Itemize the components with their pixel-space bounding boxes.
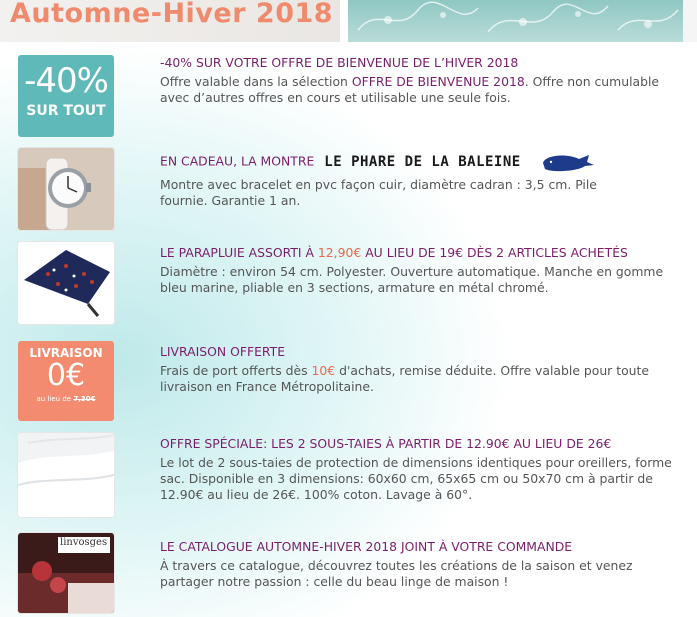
discount-badge-value: -40% [24, 61, 108, 101]
offer-heading: OFFRE SPÉCIALE: LES 2 SOUS-TAIES À PARTIR DE 12.90€ AU LIEU DE 26€ [160, 436, 612, 451]
offer-heading: LIVRAISON OFFERTE [160, 344, 286, 359]
offer-description [160, 74, 690, 106]
page-title: Automne-Hiver 2018 [10, 0, 334, 29]
offer-description: Montre avec bracelet en pvc façon cuir, diamètre cadran : 3,5 cm. Pile fournie. Garantie 1 an. [160, 177, 597, 208]
offer-content [160, 436, 690, 503]
discount-badge-label: SUR TOUT [26, 103, 106, 119]
desc-text: . Offre non cumulable avec d’autres offres en cours et utilisable une seule fois. [160, 74, 660, 105]
offer-content [160, 151, 690, 209]
offer-heading: LE CATALOGUE AUTOMNE-HIVER 2018 JOINT À VOTRE COMMANDE [160, 539, 573, 554]
offer-content [160, 245, 690, 296]
delivery-badge-value: 0€ [46, 358, 86, 393]
offer-description: Diamètre : environ 54 cm. Polyester. Ouverture automatique. Manche en gomme bleu marine, pliable en 3 sections, armature en métal chromé. [160, 264, 664, 295]
offer-content [160, 344, 690, 395]
offer-heading [160, 245, 690, 260]
desc-highlight: OFFRE DE BIENVENUE 2018 [351, 74, 525, 89]
offer-description: À travers ce catalogue, découvrez toutes les créations de la saison et venez partager notre passion : celle du beau linge de maison ! [160, 558, 633, 589]
heading-price: 12,90€ [317, 245, 362, 260]
fabric-pattern [348, 0, 697, 42]
discount-badge [18, 55, 114, 137]
oldprice-value: 7,30€ [73, 395, 96, 403]
delivery-badge [18, 341, 114, 421]
pillowcase-image [18, 433, 114, 517]
header-fabric-image [342, 0, 697, 42]
whale-icon [539, 151, 597, 173]
delivery-badge-oldprice [18, 395, 114, 403]
watch-icon [18, 148, 114, 230]
brand-logo: LE PHARE DE LA BALEINE [324, 154, 521, 170]
header-banner [0, 0, 697, 46]
offer-heading: -40% SUR VOTRE OFFRE DE BIENVENUE DE L’HIVER 2018 [160, 55, 519, 70]
oldprice-prefix: au lieu de [36, 395, 74, 403]
heading-text: EN CADEAU, LA MONTRE [160, 153, 315, 169]
umbrella-icon [18, 242, 114, 324]
offer-heading [160, 151, 690, 173]
catalog-image [18, 533, 114, 613]
offer-description: Le lot de 2 sous-taies de protection de dimensions identiques pour oreillers, forme sac. Disponible en 3 dimensions: 60x60 cm, 65x65 cm ou 50x70 cm à partir de 12.90€ au lieu de 26€. 100% coton. Lavage à 60°. [160, 455, 672, 502]
desc-text: Frais de port offerts dès [160, 363, 312, 378]
heading-text: AU LIEU DE 19€ DÈS 2 ARTICLES ACHETÉS [361, 245, 628, 260]
offer-description [160, 363, 660, 395]
catalog-logo: linvosges [60, 537, 108, 548]
desc-text: d'achats, remise déduite. Offre valable pour toute livraison en France Métropolitaine. [160, 363, 649, 394]
pillow-icon [18, 433, 114, 517]
desc-highlight: 10€ [311, 363, 336, 378]
umbrella-image [18, 242, 114, 324]
desc-text: Offre valable dans la sélection [160, 74, 352, 89]
offer-content [160, 539, 690, 590]
heading-text: LE PARAPLUIE ASSORTI À [160, 245, 318, 260]
offer-content [160, 55, 690, 106]
header-title-band [0, 0, 340, 42]
delivery-badge-label: LIVRAISON [29, 346, 103, 360]
watch-image [18, 148, 114, 230]
